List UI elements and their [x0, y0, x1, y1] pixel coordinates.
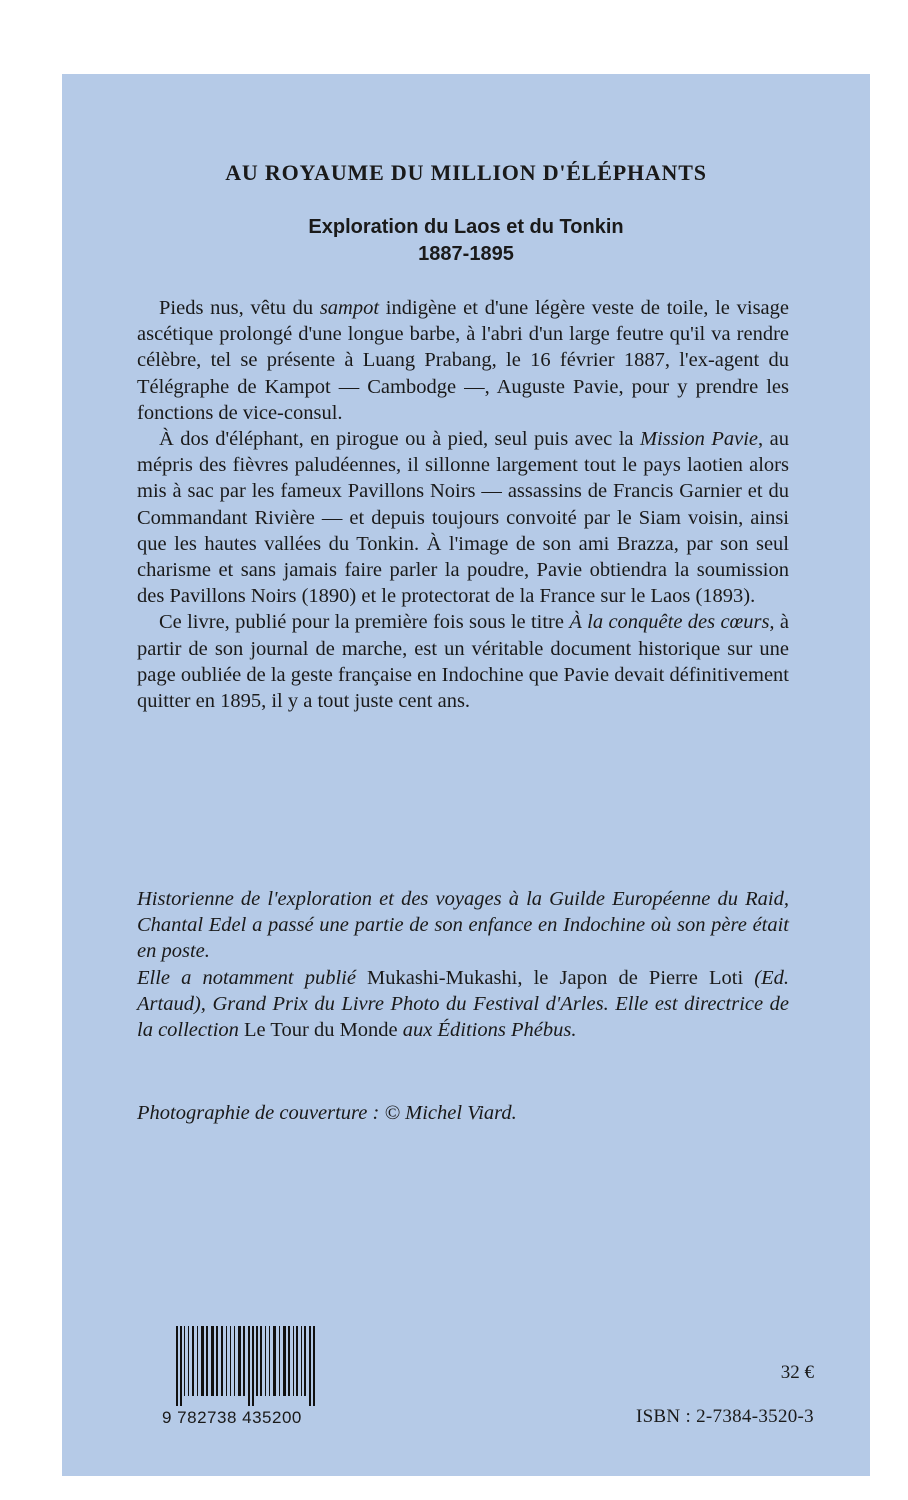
italic-run: Historienne de l'exploration et des voyages à la Guilde Européenne du Raid, Chantal Edel a passé une partie de son enfance en Indochine où son père était en poste.	[137, 888, 789, 963]
barcode-bar	[234, 1326, 235, 1396]
text-run: , au mépris des fièvres paludéennes, il sillonne largement tout le pays laotien alors mis à sac par les fameux Pavillons Noirs — assassins de Francis Garnier et du Commandant Rivière — et depuis toujours convoité par le Siam voisin, ainsi que les hautes vallées du Tonkin. À l'image de son ami Brazza, par son seul charisme et sans jamais faire parler la poudre, Pavie obtiendra la soumission des Pavillons Noirs (1890) et le protectorat de la France sur le Laos (1893).	[137, 428, 789, 608]
synopsis-paragraph-1	[137, 295, 789, 426]
synopsis-paragraph-3	[137, 609, 789, 714]
barcode-bar	[180, 1326, 182, 1406]
barcode-bar	[201, 1326, 204, 1396]
barcode-bar	[301, 1326, 302, 1396]
barcode-digits: 9 782738 435200	[162, 1408, 302, 1427]
barcode	[162, 1326, 412, 1431]
text-run: Ce livre, publié pour la première fois sous le titre	[159, 611, 570, 634]
text-run: indigène et d'une légère veste de toile, le visage ascétique prolongé d'une longue barbe, à l'abri d'un large feutre qu'il va rendre célèbre, tel se présente à Luang Prabang, le 16 février 1887, l'ex-agent du Télégraphe de Kampot — Cambodge —, Auguste Pavie, pour y prendre les fonctions de vice-consul.	[137, 297, 789, 424]
text-run: Mukashi-Mukashi, le Japon de Pierre Loti	[367, 966, 744, 989]
book-subtitle	[62, 214, 870, 268]
barcode-bar	[313, 1326, 315, 1406]
barcode-bar	[309, 1326, 311, 1406]
subtitle-line: Exploration du Laos et du Tonkin	[308, 216, 624, 238]
text-run: Le Tour du Monde	[244, 1019, 398, 1042]
subtitle-years: 1887-1895	[418, 243, 514, 265]
barcode-bar	[248, 1326, 250, 1406]
italic-run: (Ed. Artaud), Grand Prix du Livre Photo du Festival d'Arles. Elle est directrice de la collection	[137, 966, 789, 1042]
barcode-bar	[269, 1326, 270, 1396]
barcode-bar	[260, 1326, 262, 1396]
barcode-bar	[176, 1326, 178, 1406]
barcode-bars	[162, 1326, 412, 1408]
text-run: à partir de son journal de marche, est un véritable document historique sur une page oubliée de la geste française en Indochine que Pavie devait définitivement quitter en 1895, il y a tout juste cent ans.	[137, 611, 789, 713]
barcode-bar	[197, 1326, 198, 1396]
book-title: AU ROYAUME DU MILLION D'ÉLÉPHANTS	[225, 160, 707, 185]
italic-run: Elle a notamment publié	[137, 966, 368, 989]
barcode-bar	[252, 1326, 254, 1406]
back-cover	[62, 74, 870, 1476]
italic-run: sampot	[319, 297, 380, 319]
barcode-bar	[226, 1326, 227, 1396]
barcode-bar	[184, 1326, 185, 1396]
author-bio	[137, 886, 789, 1043]
italic-run: À la conquête des cœurs,	[569, 611, 775, 634]
barcode-bar	[304, 1326, 306, 1396]
text-run: Pieds nus, vêtu du	[159, 297, 320, 319]
barcode-bar	[243, 1326, 245, 1396]
barcode-bar	[296, 1326, 298, 1396]
barcode-bar	[273, 1326, 276, 1396]
italic-run: aux Éditions Phébus.	[397, 1019, 577, 1042]
synopsis-paragraph-2	[137, 426, 789, 609]
bio-paragraph-2	[137, 965, 789, 1044]
barcode-bar	[230, 1326, 231, 1396]
italic-run: Mission Pavie	[639, 428, 759, 451]
barcode-bar	[293, 1326, 294, 1396]
barcode-bar	[188, 1326, 189, 1396]
bio-paragraph-1	[137, 886, 789, 965]
barcode-bar	[216, 1326, 218, 1396]
barcode-bar	[211, 1326, 214, 1396]
text-run: À dos d'éléphant, en pirogue ou à pied, seul puis avec la	[159, 428, 640, 451]
barcode-bar	[288, 1326, 290, 1396]
price: 32 €	[780, 1362, 814, 1383]
barcode-bar	[265, 1326, 266, 1396]
barcode-bar	[238, 1326, 241, 1396]
synopsis	[137, 295, 789, 714]
barcode-bar	[206, 1326, 208, 1396]
barcode-bar	[192, 1326, 194, 1396]
isbn: ISBN : 2-7384-3520-3	[635, 1406, 814, 1427]
barcode-bar	[221, 1326, 223, 1396]
barcode-bar	[279, 1326, 280, 1396]
photo-credit: Photographie de couverture : © Michel Viard.	[137, 1102, 517, 1124]
barcode-bar	[283, 1326, 286, 1396]
barcode-bar	[256, 1326, 258, 1396]
